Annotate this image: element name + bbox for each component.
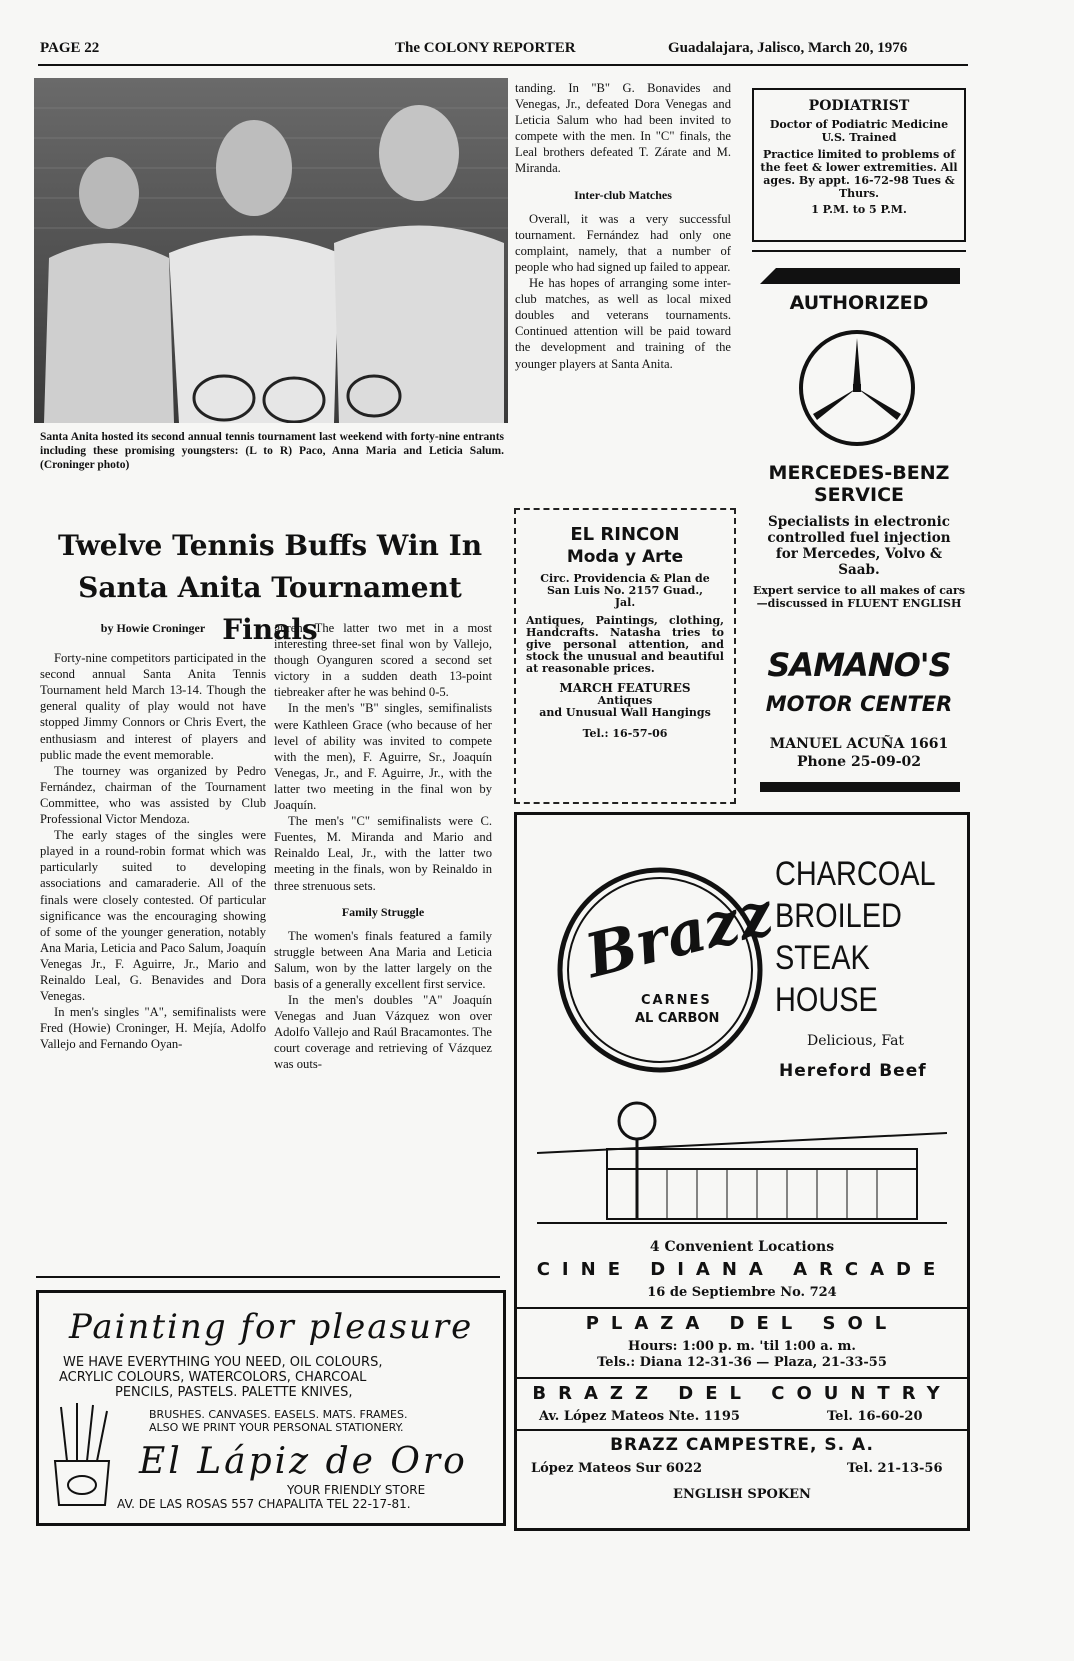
- loc-cine-diana-address: 16 de Septiembre No. 724: [647, 1285, 837, 1300]
- loc-brazz-campestre: BRAZZ CAMPESTRE, S. A.: [610, 1435, 874, 1455]
- paragraph: The early stages of the singles were played in a round-robin format which was particularly suited to developing associations and camaraderie. All of the finals were closely contested. Of particular significance was the encouraging showing of some of the younger generation, notably Ana Maria, Leticia and Paco Salum, Joaquín Venegas Jr., F. Aguirre, Jr., Mario and Reinaldo Leal, G. Benavides and Dora Venegas.: [40, 828, 266, 1004]
- motor-center-logo: MOTOR CENTER: [765, 692, 953, 716]
- dateline: Guadalajara, Jalisco, March 20, 1976: [668, 40, 908, 56]
- charcoal-heading: [775, 853, 936, 1021]
- subhead-interclub: Inter-club Matches: [574, 187, 672, 202]
- plaza-hours: Hours: 1:00 p. m. 'til 1:00 a. m.: [628, 1339, 856, 1354]
- paragraph: In the men's "B" singles, semifinalists were Kathleen Grace (who because of her level of ability was invited to compete with the men), F. Aguirre, Sr., Joaquín Venegas, Jr., and F. Aguirre, Jr., with the latter two meeting in the final won by Joaquín.: [274, 701, 492, 813]
- tennis-players-photo: [34, 78, 508, 423]
- restaurant-building-illustration: [537, 1093, 947, 1231]
- painting-line4: BRUSHES. CANVASES. EASELS. MATS. FRAMES.: [149, 1408, 408, 1421]
- paragraph: The men's "C" semifinalists were C. Fuentes, M. Miranda and Mario and Reinaldo Leal, Jr., with the latter two meeting in the finals, won by Reinaldo in three strenuous sets.: [274, 814, 492, 893]
- photo-image: [34, 78, 508, 423]
- rincon-name: EL RINCON: [570, 524, 680, 545]
- divider: [517, 1307, 967, 1309]
- headline-line-2: Santa Anita Tournament Finals: [78, 571, 462, 646]
- page-number: PAGE 22: [40, 40, 100, 56]
- rincon-address: Circ. Providencia & Plan de San Luis No. 2157 Guad., Jal.: [540, 572, 710, 609]
- subhead-family-struggle: Family Struggle: [341, 904, 425, 919]
- divider: [36, 1276, 500, 1278]
- podiatrist-title: PODIATRIST: [808, 98, 910, 114]
- podiatrist-line2: Practice limited to problems of the feet & lower extremities. All ages. By appt. 16-72-98 Tues & Thurs.: [760, 148, 958, 200]
- mercedes-ad: [752, 262, 966, 796]
- brush-jar-icon: [47, 1401, 117, 1511]
- loc-brazz-country: BRAZZ DEL COUNTRY: [532, 1383, 952, 1404]
- heading-line: HOUSE: [775, 981, 878, 1019]
- painting-ad: [36, 1290, 506, 1526]
- friendly-store: YOUR FRIENDLY STORE: [287, 1483, 426, 1497]
- podiatrist-line1: Doctor of Podiatric Medicine U.S. Trained: [769, 118, 949, 144]
- country-address: Av. López Mateos Nte. 1195: [539, 1409, 740, 1424]
- article-column-3: [515, 80, 731, 372]
- article-column-2: [274, 620, 492, 1073]
- samanos-logo: SAMANO'S: [767, 646, 951, 684]
- plaza-tels: Tels.: Diana 12-31-36 — Plaza, 21-33-55: [597, 1355, 887, 1370]
- loc-cine-diana: CINE DIANA ARCADE: [536, 1259, 948, 1280]
- campestre-address: López Mateos Sur 6022: [531, 1461, 703, 1476]
- authorized-label: AUTHORIZED: [789, 292, 929, 314]
- bottom-bar: [760, 782, 960, 792]
- campestre-tel: Tel. 21-13-56: [847, 1461, 943, 1476]
- brazz-logo-alcarbon: AL CARBON: [635, 1011, 720, 1026]
- banner-bar: [760, 268, 960, 284]
- heading-line: CHARCOAL: [775, 855, 936, 893]
- loc-plaza-del-sol: PLAZA DEL SOL: [585, 1313, 899, 1334]
- podiatrist-ad: [752, 88, 966, 242]
- mercedes-phone: Phone 25-09-02: [796, 754, 922, 770]
- painting-address: AV. DE LAS ROSAS 557 CHAPALITA TEL 22-17-81.: [117, 1497, 411, 1511]
- country-tel: Tel. 16-60-20: [827, 1409, 923, 1424]
- paragraph: The women's finals featured a family struggle between Ana Maria and Leticia Salum, won by the latter largely on the basis of a generally excellent first service.: [274, 928, 492, 991]
- expert-text: Expert service to all makes of cars—discussed in FLUENT ENGLISH: [752, 584, 966, 610]
- byline: by Howie Croninger: [100, 621, 206, 635]
- podiatrist-hours: 1 P.M. to 5 P.M.: [811, 203, 907, 216]
- brand-name: MERCEDES-BENZ: [768, 462, 950, 484]
- painting-line1: WE HAVE EVERYTHING YOU NEED, OIL COLOURS,: [63, 1355, 383, 1370]
- painting-script: Painting for pleasure: [69, 1307, 474, 1347]
- service-label: SERVICE: [814, 484, 904, 506]
- hereford-text: Hereford Beef: [779, 1061, 927, 1081]
- article-column-1: [40, 620, 266, 1052]
- brazz-ad: [514, 812, 970, 1531]
- paragraph: guren. The latter two met in a most interesting three-set final won by Vallejo, though Oyanguren scored a second set victory in a sudden death 13-point tiebreaker after he was behind 0-5.: [274, 621, 492, 700]
- paragraph: In men's singles "A", semifinalists were Fred (Howie) Croninger, H. Mejía, Adolfo Vallejo and Fernando Oyan-: [40, 1005, 266, 1052]
- rincon-tagline: Moda y Arte: [566, 547, 684, 567]
- brazz-logo-text: Brazz: [578, 878, 780, 993]
- headline-line-1: Twelve Tennis Buffs Win In: [57, 529, 483, 562]
- brazz-logo-carnes: CARNES: [641, 993, 712, 1008]
- rincon-features: MARCH FEATURES: [559, 681, 691, 695]
- rincon-antiques: Antiques: [597, 694, 653, 707]
- paragraph: Overall, it was a very successful tournament. Fernández had only one complaint, namely, that a number of people who had signed up failed to appear.: [515, 211, 731, 274]
- mercedes-address: MANUEL ACUÑA 1661: [769, 736, 949, 752]
- paragraph: In the men's doubles "A" Joaquín Venegas and Juan Vázquez won over Adolfo Vallejo and Raúl Bracamontes. The court coverage and retrieving of Vázquez was outs-: [274, 993, 492, 1072]
- locations-label: 4 Convenient Locations: [649, 1239, 835, 1255]
- header-rule: [38, 64, 968, 66]
- divider: [517, 1377, 967, 1379]
- mercedes-brand: [752, 462, 966, 506]
- painting-line3: PENCILS, PASTELS. PALETTE KNIVES,: [115, 1385, 353, 1400]
- specialists-text: Specialists in electronic controlled fuel injection for Mercedes, Volvo & Saab.: [767, 514, 951, 578]
- mercedes-star-icon: [797, 328, 917, 448]
- el-rincon-ad: [514, 508, 736, 804]
- heading-line: STEAK: [775, 939, 870, 977]
- painting-line5: ALSO WE PRINT YOUR PERSONAL STATIONERY.: [149, 1421, 404, 1434]
- divider: [517, 1429, 967, 1431]
- rincon-body: Antiques, Paintings, clothing, Handcrafts. Natasha tries to give personal attention, and stock the unusual and beautiful at reasonable prices.: [526, 614, 724, 675]
- painting-line2: ACRYLIC COLOURS, WATERCOLORS, CHARCOAL: [59, 1370, 367, 1385]
- rincon-tel: Tel.: 16-57-06: [582, 727, 668, 740]
- paragraph: tanding. In "B" G. Bonavides and Venegas, Jr., defeated Dora Venegas and Leticia Salum who had been invited to compete with the men. In "C" finals, the Leal brothers defeated T. Zárate and M. Miranda.: [515, 81, 731, 176]
- divider: [752, 250, 966, 252]
- photo-caption: Santa Anita hosted its second annual tennis tournament last weekend with forty-nine entrants including these promising youngsters: (L to R) Paco, Anna Maria and Leticia Salum. (Croninger photo): [40, 431, 504, 471]
- delicious-text: Delicious, Fat: [807, 1033, 905, 1049]
- store-name-script: El Lápiz de Oro: [139, 1441, 468, 1482]
- paragraph: Forty-nine competitors participated in the second annual Santa Anita Tennis Tournament held March 13-14. Though the general quality of play would not have stopped Jimmy Connors or Chris Evert, the enthusiasm and interest of players and public made the event memorable.: [40, 651, 266, 762]
- heading-line: BROILED: [775, 897, 902, 935]
- paragraph: The tourney was organized by Pedro Fernández, chairman of the Tournament Committee, who was assisted by Club Professional Victor Mendoza.: [40, 763, 266, 827]
- rincon-hangings: and Unusual Wall Hangings: [539, 706, 711, 719]
- paragraph: He has hopes of arranging some inter-club matches, as well as local mixed doubles and veterans tournaments. Continued attention will be paid toward the development and training of the younger players at Santa Anita.: [515, 276, 731, 371]
- newspaper-name: The COLONY REPORTER: [395, 40, 576, 56]
- english-spoken: ENGLISH SPOKEN: [673, 1487, 811, 1502]
